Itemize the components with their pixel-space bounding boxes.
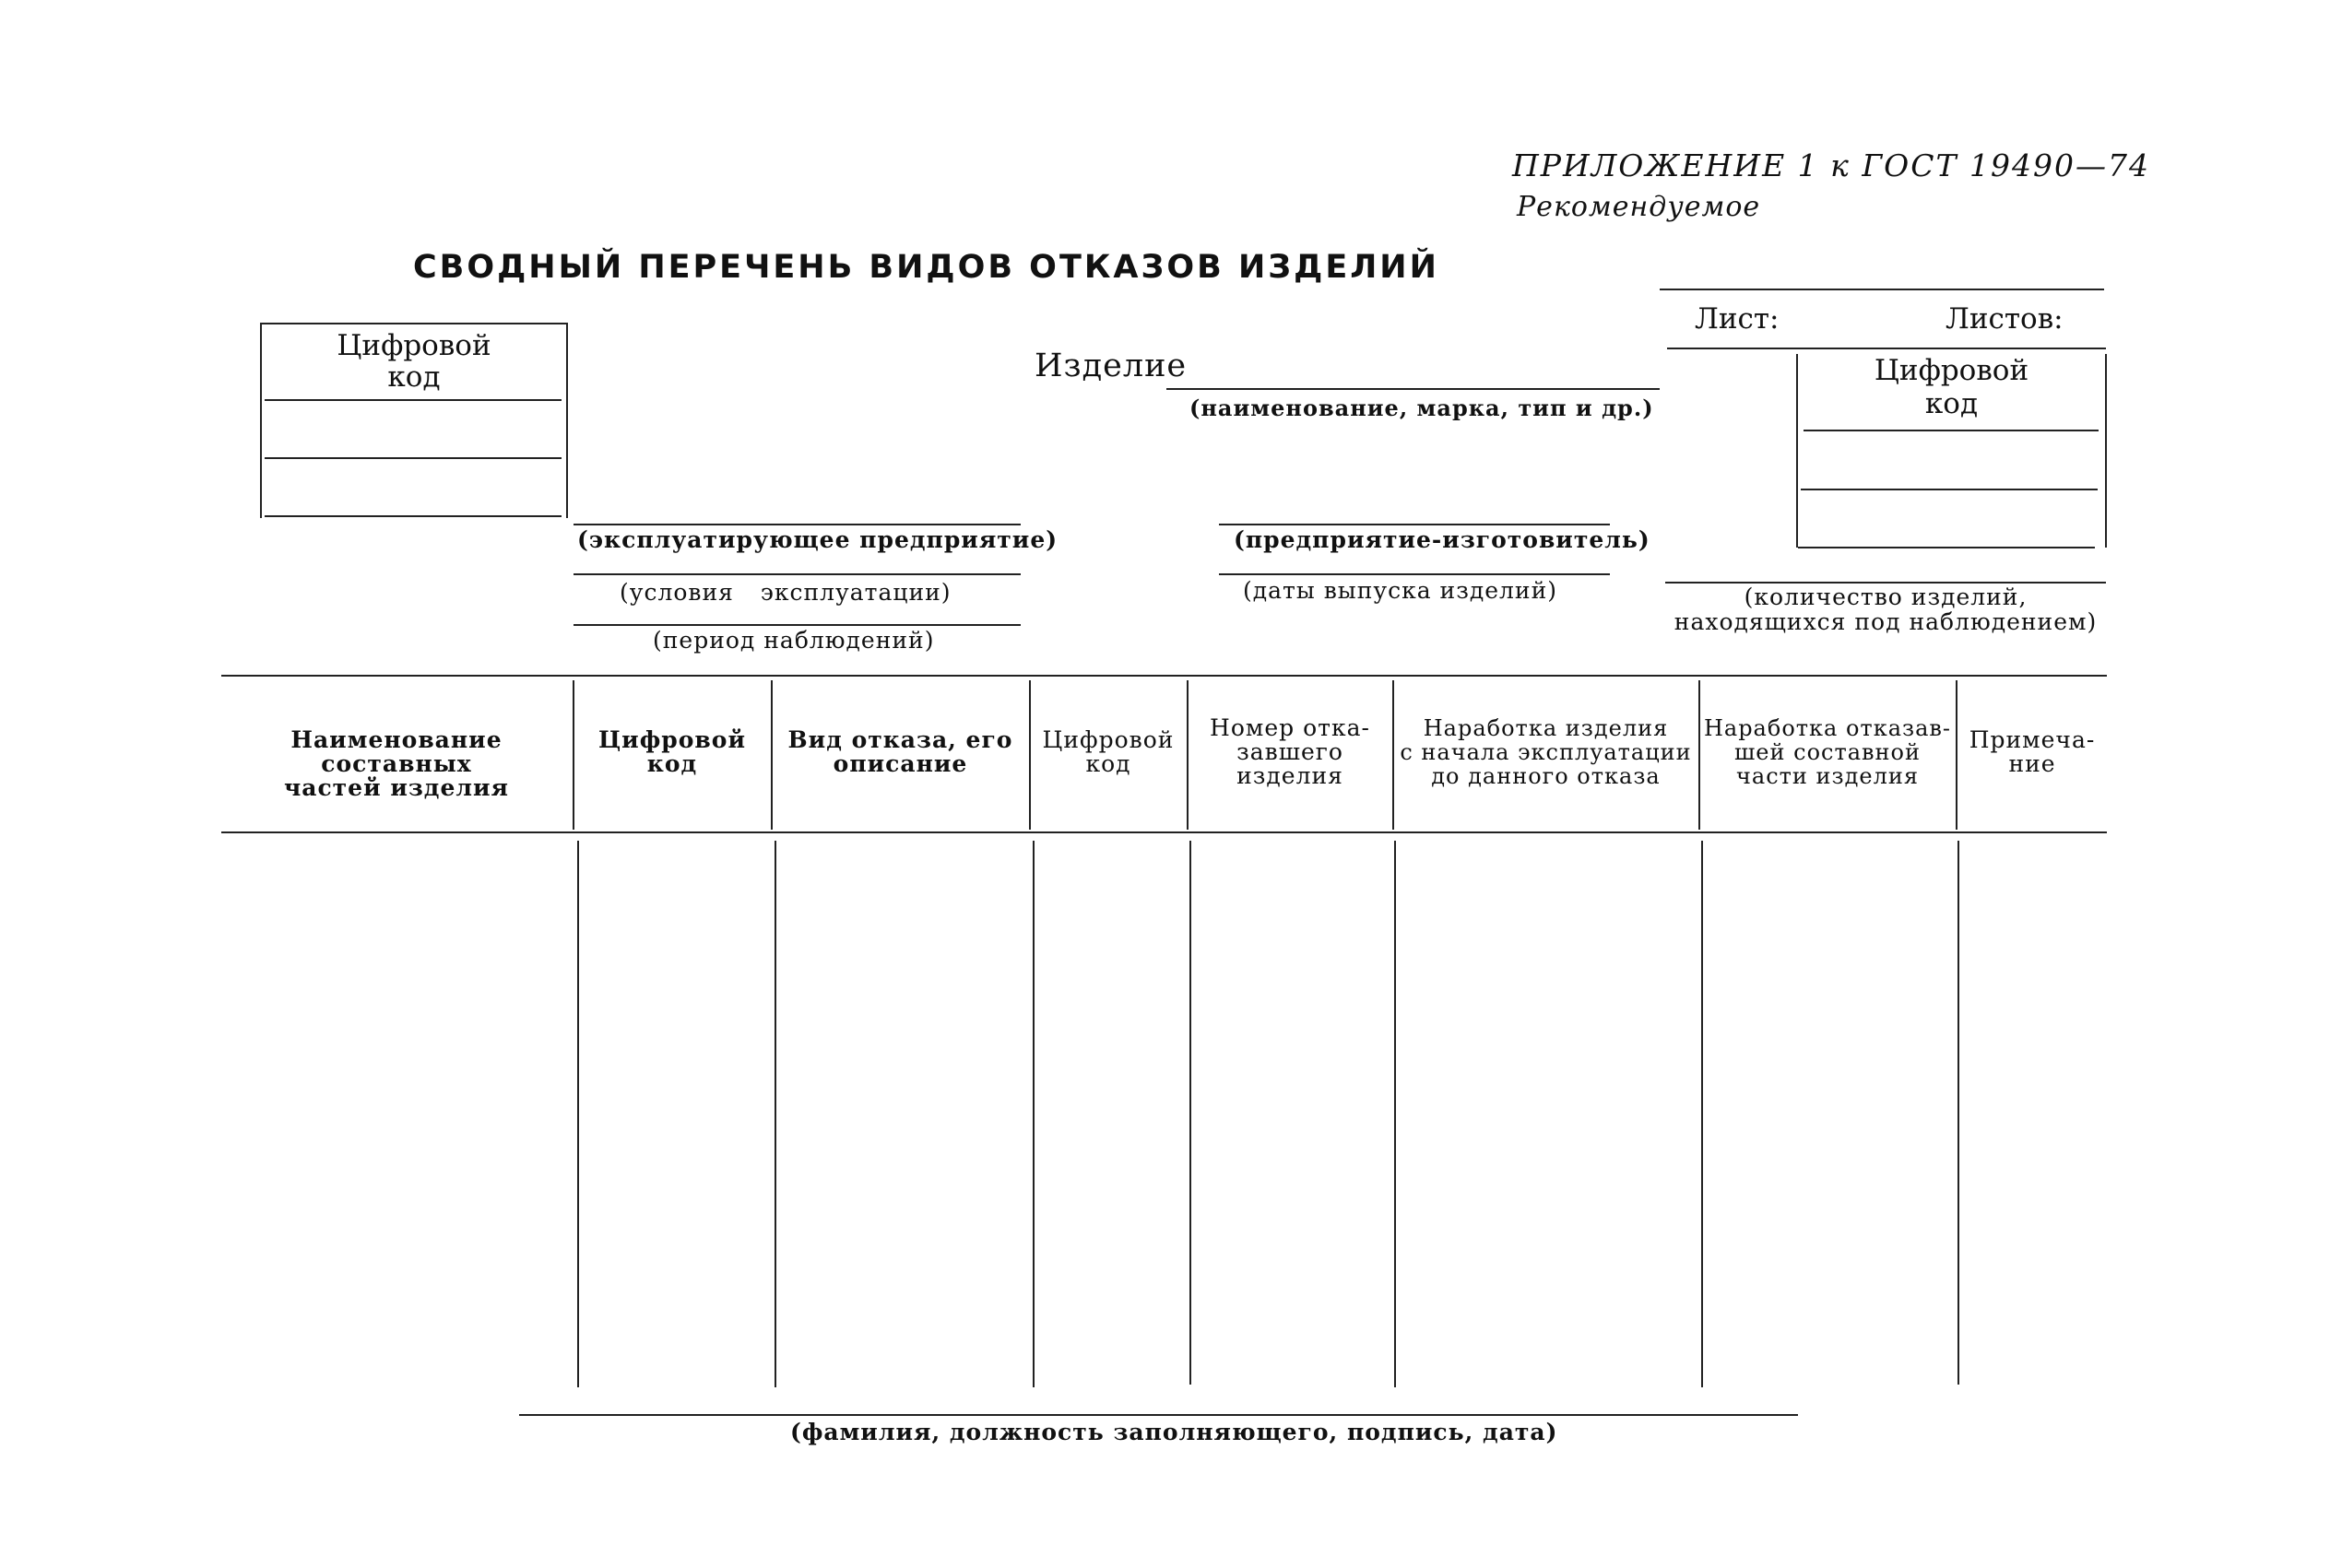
manufacturer-line	[1219, 524, 1610, 525]
column-header: Вид отказа, его описание	[787, 726, 1013, 777]
sheet-label: Лист:	[1695, 302, 1780, 336]
page-title: СВОДНЫЙ ПЕРЕЧЕНЬ ВИДОВ ОТКАЗОВ ИЗДЕЛИЙ	[413, 249, 1439, 286]
sheet-bottom-line	[1667, 348, 2106, 349]
body-separator	[1394, 841, 1396, 1387]
column-header: Цифровой код	[1042, 726, 1175, 777]
sheet-top-line	[1660, 289, 2104, 290]
column-header: Примеча- ние	[1969, 726, 2096, 777]
product-caption: (наименование, марка, тип и др.)	[1189, 395, 1654, 421]
right-code-label: Цифровой код	[1874, 354, 2029, 420]
operating-enterprise-line	[574, 524, 1021, 525]
left-code-line-2	[265, 457, 562, 459]
recommended-status: Рекомендуемое	[1517, 191, 1761, 223]
observation-period-caption: (период наблюдений)	[653, 627, 935, 654]
table-header-bottom-border	[221, 831, 2107, 833]
signature-line	[519, 1414, 1798, 1416]
column-header: Наименование составных частей изделия	[283, 726, 510, 801]
product-label: Изделие	[1035, 348, 1188, 384]
body-separator	[1033, 841, 1035, 1387]
column-header: Наработка изделия с начала эксплуатации до данного отказа	[1400, 715, 1692, 789]
operating-conditions-caption: (условия эксплуатации)	[620, 579, 952, 606]
right-code-line-1	[1804, 430, 2099, 431]
right-code-line-3	[1798, 547, 2095, 548]
body-separator	[775, 841, 776, 1387]
operating-conditions-line	[574, 573, 1021, 575]
left-code-label: Цифровой код	[337, 329, 491, 394]
operating-enterprise-caption: (эксплуатирующее предприятие)	[577, 526, 1059, 553]
appendix-reference: ПРИЛОЖЕНИЕ 1 к ГОСТ 19490—74	[1512, 147, 2150, 183]
product-line	[1166, 388, 1660, 390]
column-header: Наработка отказав- шей составной части изделия	[1703, 715, 1952, 789]
signature-caption: (фамилия, должность заполняющего, подпись, дата)	[790, 1419, 1558, 1445]
left-code-line-3	[265, 515, 562, 517]
body-separator	[1189, 841, 1191, 1385]
release-dates-caption: (даты выпуска изделий)	[1243, 577, 1557, 604]
right-code-box	[1796, 354, 2107, 548]
sheets-label: Листов:	[1946, 302, 2064, 336]
column-header: Номер отка- завшего изделия	[1210, 714, 1370, 789]
body-separator	[1957, 841, 1959, 1385]
right-code-line-2	[1801, 489, 2098, 490]
quantity-caption: (количество изделий, находящихся под наблюдением)	[1674, 584, 2098, 635]
left-code-box	[260, 323, 568, 518]
body-separator	[577, 841, 579, 1387]
column-header: Цифровой код	[598, 726, 746, 777]
manufacturer-caption: (предприятие-изготовитель)	[1234, 526, 1650, 553]
table-top-border	[221, 675, 2107, 677]
body-separator	[1701, 841, 1703, 1387]
release-dates-line	[1219, 573, 1610, 575]
observation-period-line	[574, 624, 1021, 626]
left-code-line-1	[265, 399, 562, 401]
